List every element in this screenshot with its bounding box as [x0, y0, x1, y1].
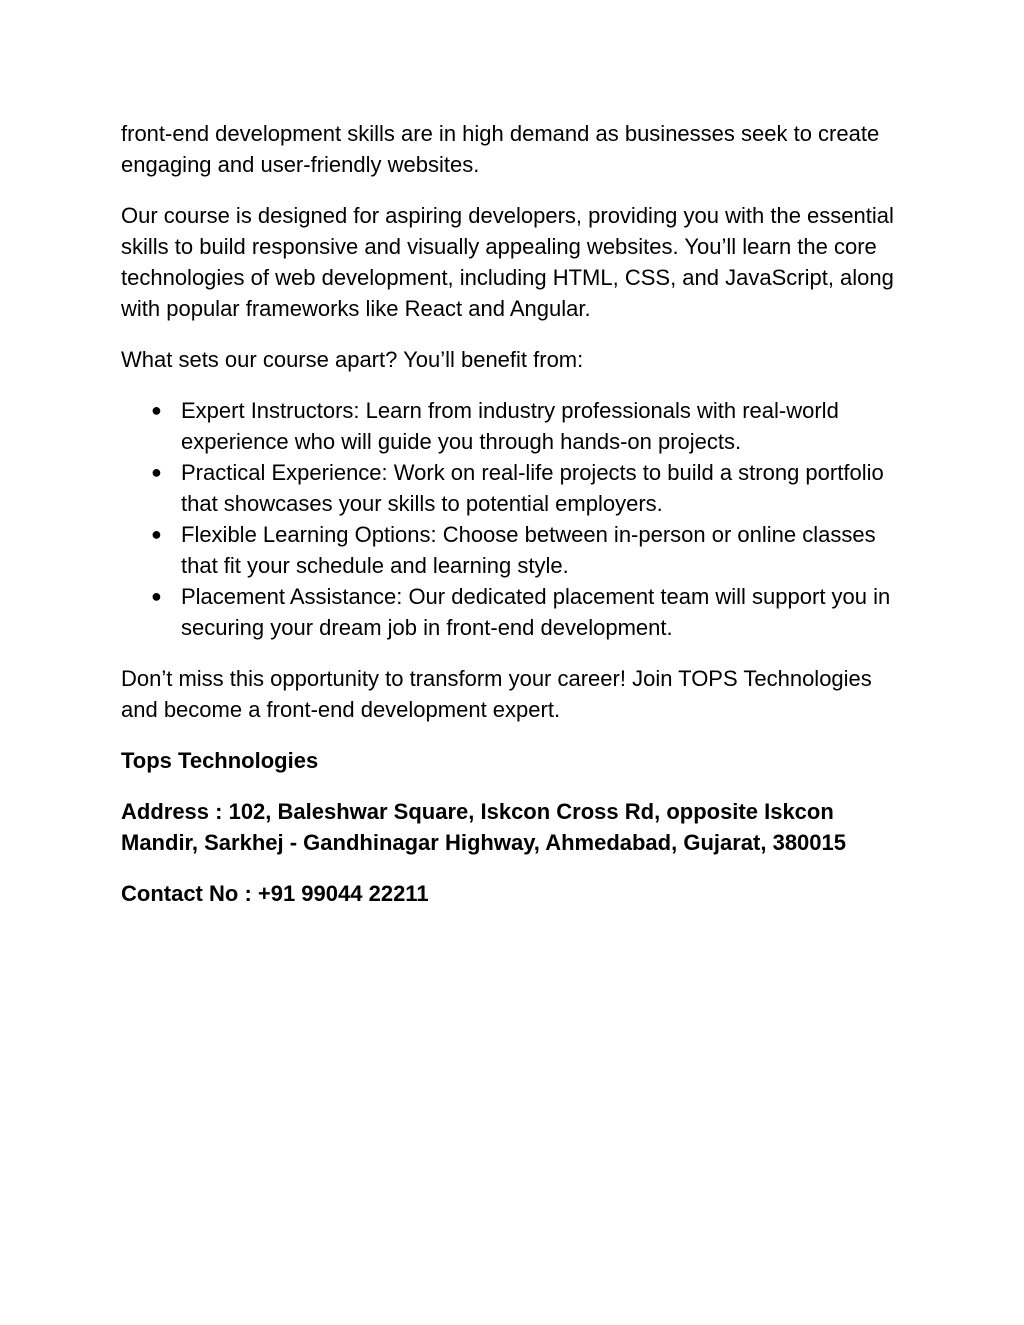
- intro-paragraph: front-end development skills are in high demand as businesses seek to create engaging and user-friendly websites.: [121, 121, 880, 177]
- list-item: [151, 395, 911, 457]
- list-item: [151, 519, 911, 581]
- call-to-action-paragraph: Don’t miss this opportunity to transform your career! Join TOPS Technologies and become a front-end development expert.: [121, 666, 872, 722]
- benefits-list: [121, 395, 911, 643]
- bullet-icon: ●: [151, 400, 162, 420]
- list-item-text: Flexible Learning Options: Choose between in-person or online classes that fit your schedule and learning style.: [181, 522, 876, 578]
- contact-number: Contact No : +91 99044 22211: [121, 881, 429, 906]
- company-name: Tops Technologies: [121, 748, 319, 773]
- bullet-icon: ●: [151, 524, 162, 544]
- bullet-icon: ●: [151, 586, 162, 606]
- list-item-text: Practical Experience: Work on real-life projects to build a strong portfolio that showcases your skills to potential employers.: [181, 460, 884, 516]
- list-item-text: Placement Assistance: Our dedicated placement team will support you in securing your dream job in front-end development.: [181, 584, 891, 640]
- company-address: Address : 102, Baleshwar Square, Iskcon Cross Rd, opposite Iskcon Mandir, Sarkhej - Gandhinagar Highway, Ahmedabad, Gujarat, 380015: [121, 799, 846, 855]
- document-page: [121, 118, 911, 929]
- benefits-intro-paragraph: What sets our course apart? You’ll benefit from:: [121, 347, 584, 372]
- list-item: [151, 581, 911, 643]
- course-description-paragraph: Our course is designed for aspiring developers, providing you with the essential skills to build responsive and visually appealing websites. You’ll learn the core technologies of web development, including HTML, CSS, and JavaScript, along with popular frameworks like React and Angular.: [121, 203, 894, 321]
- bullet-icon: ●: [151, 462, 162, 482]
- list-item: [151, 457, 911, 519]
- list-item-text: Expert Instructors: Learn from industry professionals with real-world experience who will guide you through hands-on projects.: [181, 398, 839, 454]
